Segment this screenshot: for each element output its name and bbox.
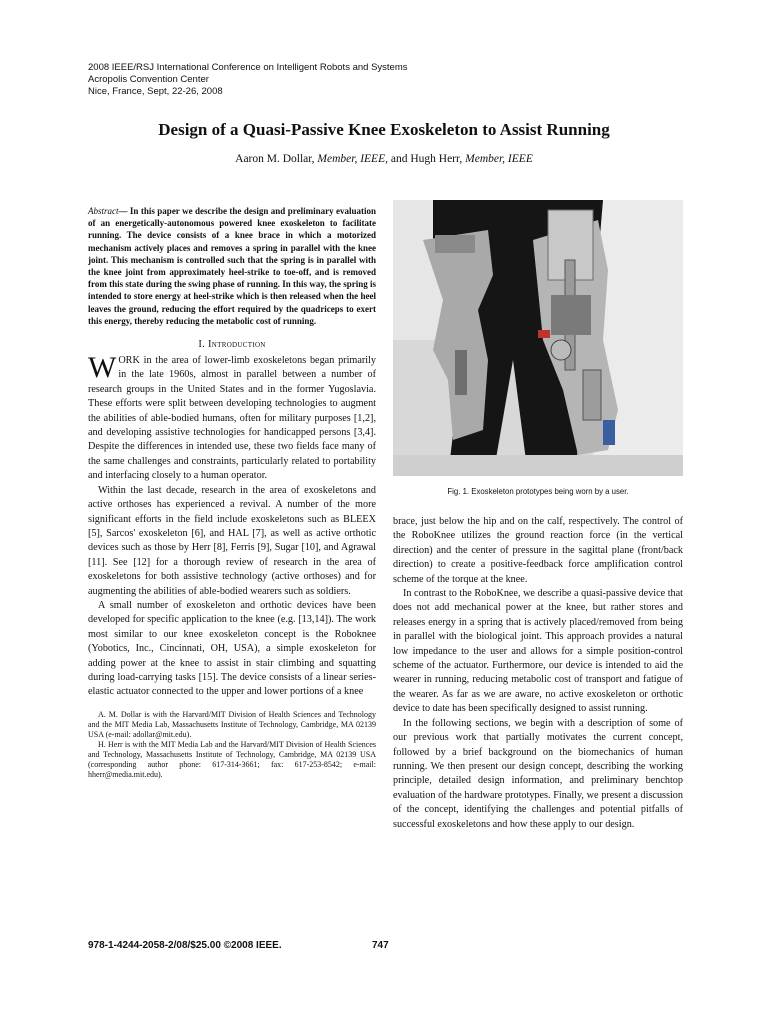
left-column (88, 205, 376, 780)
author-1: Aaron M. Dollar, (235, 153, 315, 165)
intro-paragraph-3: A small number of exoskeleton and orthotic devices have been developed for specific application to the knee (e.g. [13,14]). The work most similar to our knee exoskeleton concept is the Roboknee (Yobotics, Inc., Cincinnati, OH, USA), a simple exoskeleton for adding power at the knee to assist in stair climbing and squatting during load-carrying tasks [15]. The device consists of a linear series-elastic actuator connected to the upper and lower portions of a knee (88, 599, 376, 698)
footnote-herr: H. Herr is with the MIT Media Lab and the Harvard/MIT Division of Health Sciences and Technology, Massachusetts Institute of Technology, Cambridge, MA 02139 USA (corresponding author phone: 617-314-3661; fax: 617-253-8542; e-mail: hherr@media.mit.edu). (88, 739, 376, 779)
figure-caption: Fig. 1. Exoskeleton prototypes being worn by a user. (447, 487, 629, 496)
intro-paragraph-2: Within the last decade, research in the area of exoskeletons and active orthoses has experienced a revival. A number of the more significant efforts in the field include exoskeletons such as BLEEX [5], Sarcos' exoskeleton [6], and HAL [7], as well as active orthotic devices such as those by Herr [8], Ferris [9], Sugar [10], and Agrawal [11]. See [12] for a thorough review of research in the area of exoskeletons for both assistive technology (active orthoses) and for augmenting the abilities of able-bodied wearers such as soldiers. (88, 484, 376, 597)
author-2-affiliation: Member, IEEE (465, 153, 533, 165)
right-column (393, 515, 683, 832)
conference-line-2: Acropolis Convention Center (88, 74, 209, 85)
author-footnotes (88, 710, 376, 780)
abstract-label: Abstract (88, 206, 119, 216)
author-2: and Hugh Herr, (390, 153, 463, 165)
page-number: 747 (372, 940, 389, 951)
author-1-affiliation: Member, IEEE, (317, 153, 388, 165)
section-heading-introduction (88, 339, 376, 350)
footnote-dollar: A. M. Dollar is with the Harvard/MIT Division of Health Sciences and Technology and the MIT Media Lab, Massachusetts Institute of Technology, Cambridge, MA 02139 USA (e-mail: adollar@mit.edu). (88, 709, 376, 739)
section-number: I. (198, 339, 206, 351)
drop-cap: W (88, 351, 117, 385)
right-paragraph-2: In contrast to the RoboKnee, we describe a quasi-passive device that does not add mechanical power at the knee, but rather stores and releases energy in a spring that is actively placed/removed from being in parallel with the biological joint. This approach provides a natural low impedance to the user and allows for a simple position-control scheme of the actuator. Furthermore, our device is intended to aid the wearer in running, reducing metabolic cost of transport and fatigue of the wearer. As far as we are aware, no active exoskeleton or orthotic device to date has been specifically designed to assist running. (393, 588, 683, 715)
exoskeleton-photo-image (393, 200, 683, 476)
copyright-footer: 978-1-4244-2058-2/08/$25.00 ©2008 IEEE. (88, 940, 282, 951)
introduction-body (88, 351, 376, 700)
conference-line-1: 2008 IEEE/RSJ International Conference on Intelligent Robots and Systems (88, 62, 408, 73)
section-title: Introduction (208, 339, 266, 351)
abstract-text: — In this paper we describe the design and preliminary evaluation of an energetically-autonomous powered knee exoskeleton to facilitate running. The device consists of a knee brace in which a motorized mechanism actively places and removes a spring in parallel with the knee joint. This mechanism is controlled such that the spring is in parallel with the knee joint from approximately heel-strike to toe-off, and is removed from this state during the swing phase of running. In this way, the spring is intended to store energy at heel-strike which is then released when the heel leaves the ground, reducing the effort required by the quadriceps to exert this energy, thereby reducing the metabolic cost of running. (88, 206, 376, 326)
conference-header (88, 62, 408, 98)
conference-line-3: Nice, France, Sept, 22-26, 2008 (88, 86, 223, 97)
right-paragraph-1: brace, just below the hip and on the calf, respectively. The control of the RoboKnee utilizes the ground reaction force (in the vertical direction) and the center of pressure in the sagittal plane (front/back direction) to create a positive-feedback force amplification control scheme of the torque at the knee. (393, 516, 683, 585)
intro-paragraph-1 (88, 351, 376, 484)
intro-paragraph-1-text: ORK in the area of lower-limb exoskeletons began primarily in the late 1960s, almost in parallel between a number of research groups in the United States and in the former Yugoslavia. These efforts were split between developing technologies to augment the abilities of able-bodied humans, often for military purposes [1,2], and developing assistive technologies for handicapped persons [3,4]. Despite the differences in intended use, these two fields face many of the same challenges and constraints, particularly related to portability and interfacing closely to a human operator. (88, 355, 376, 482)
figure-exoskeleton-photo (393, 200, 683, 476)
abstract (88, 205, 376, 327)
paper-title: Design of a Quasi-Passive Knee Exoskeleton to Assist Running (158, 120, 610, 139)
right-paragraph-3: In the following sections, we begin with a description of some of our previous work that partially motivates the current concept, followed by a brief background on the biomechanics of human running. We then present our design concept, describing the working principle, detailed design information, and preliminary benchtop evaluation of the hardware prototypes. Finally, we present a discussion of the concept, identifying the challenges and potential pitfalls of successful exoskeletons and how these apply to our design. (393, 717, 683, 830)
author-line (88, 153, 680, 165)
